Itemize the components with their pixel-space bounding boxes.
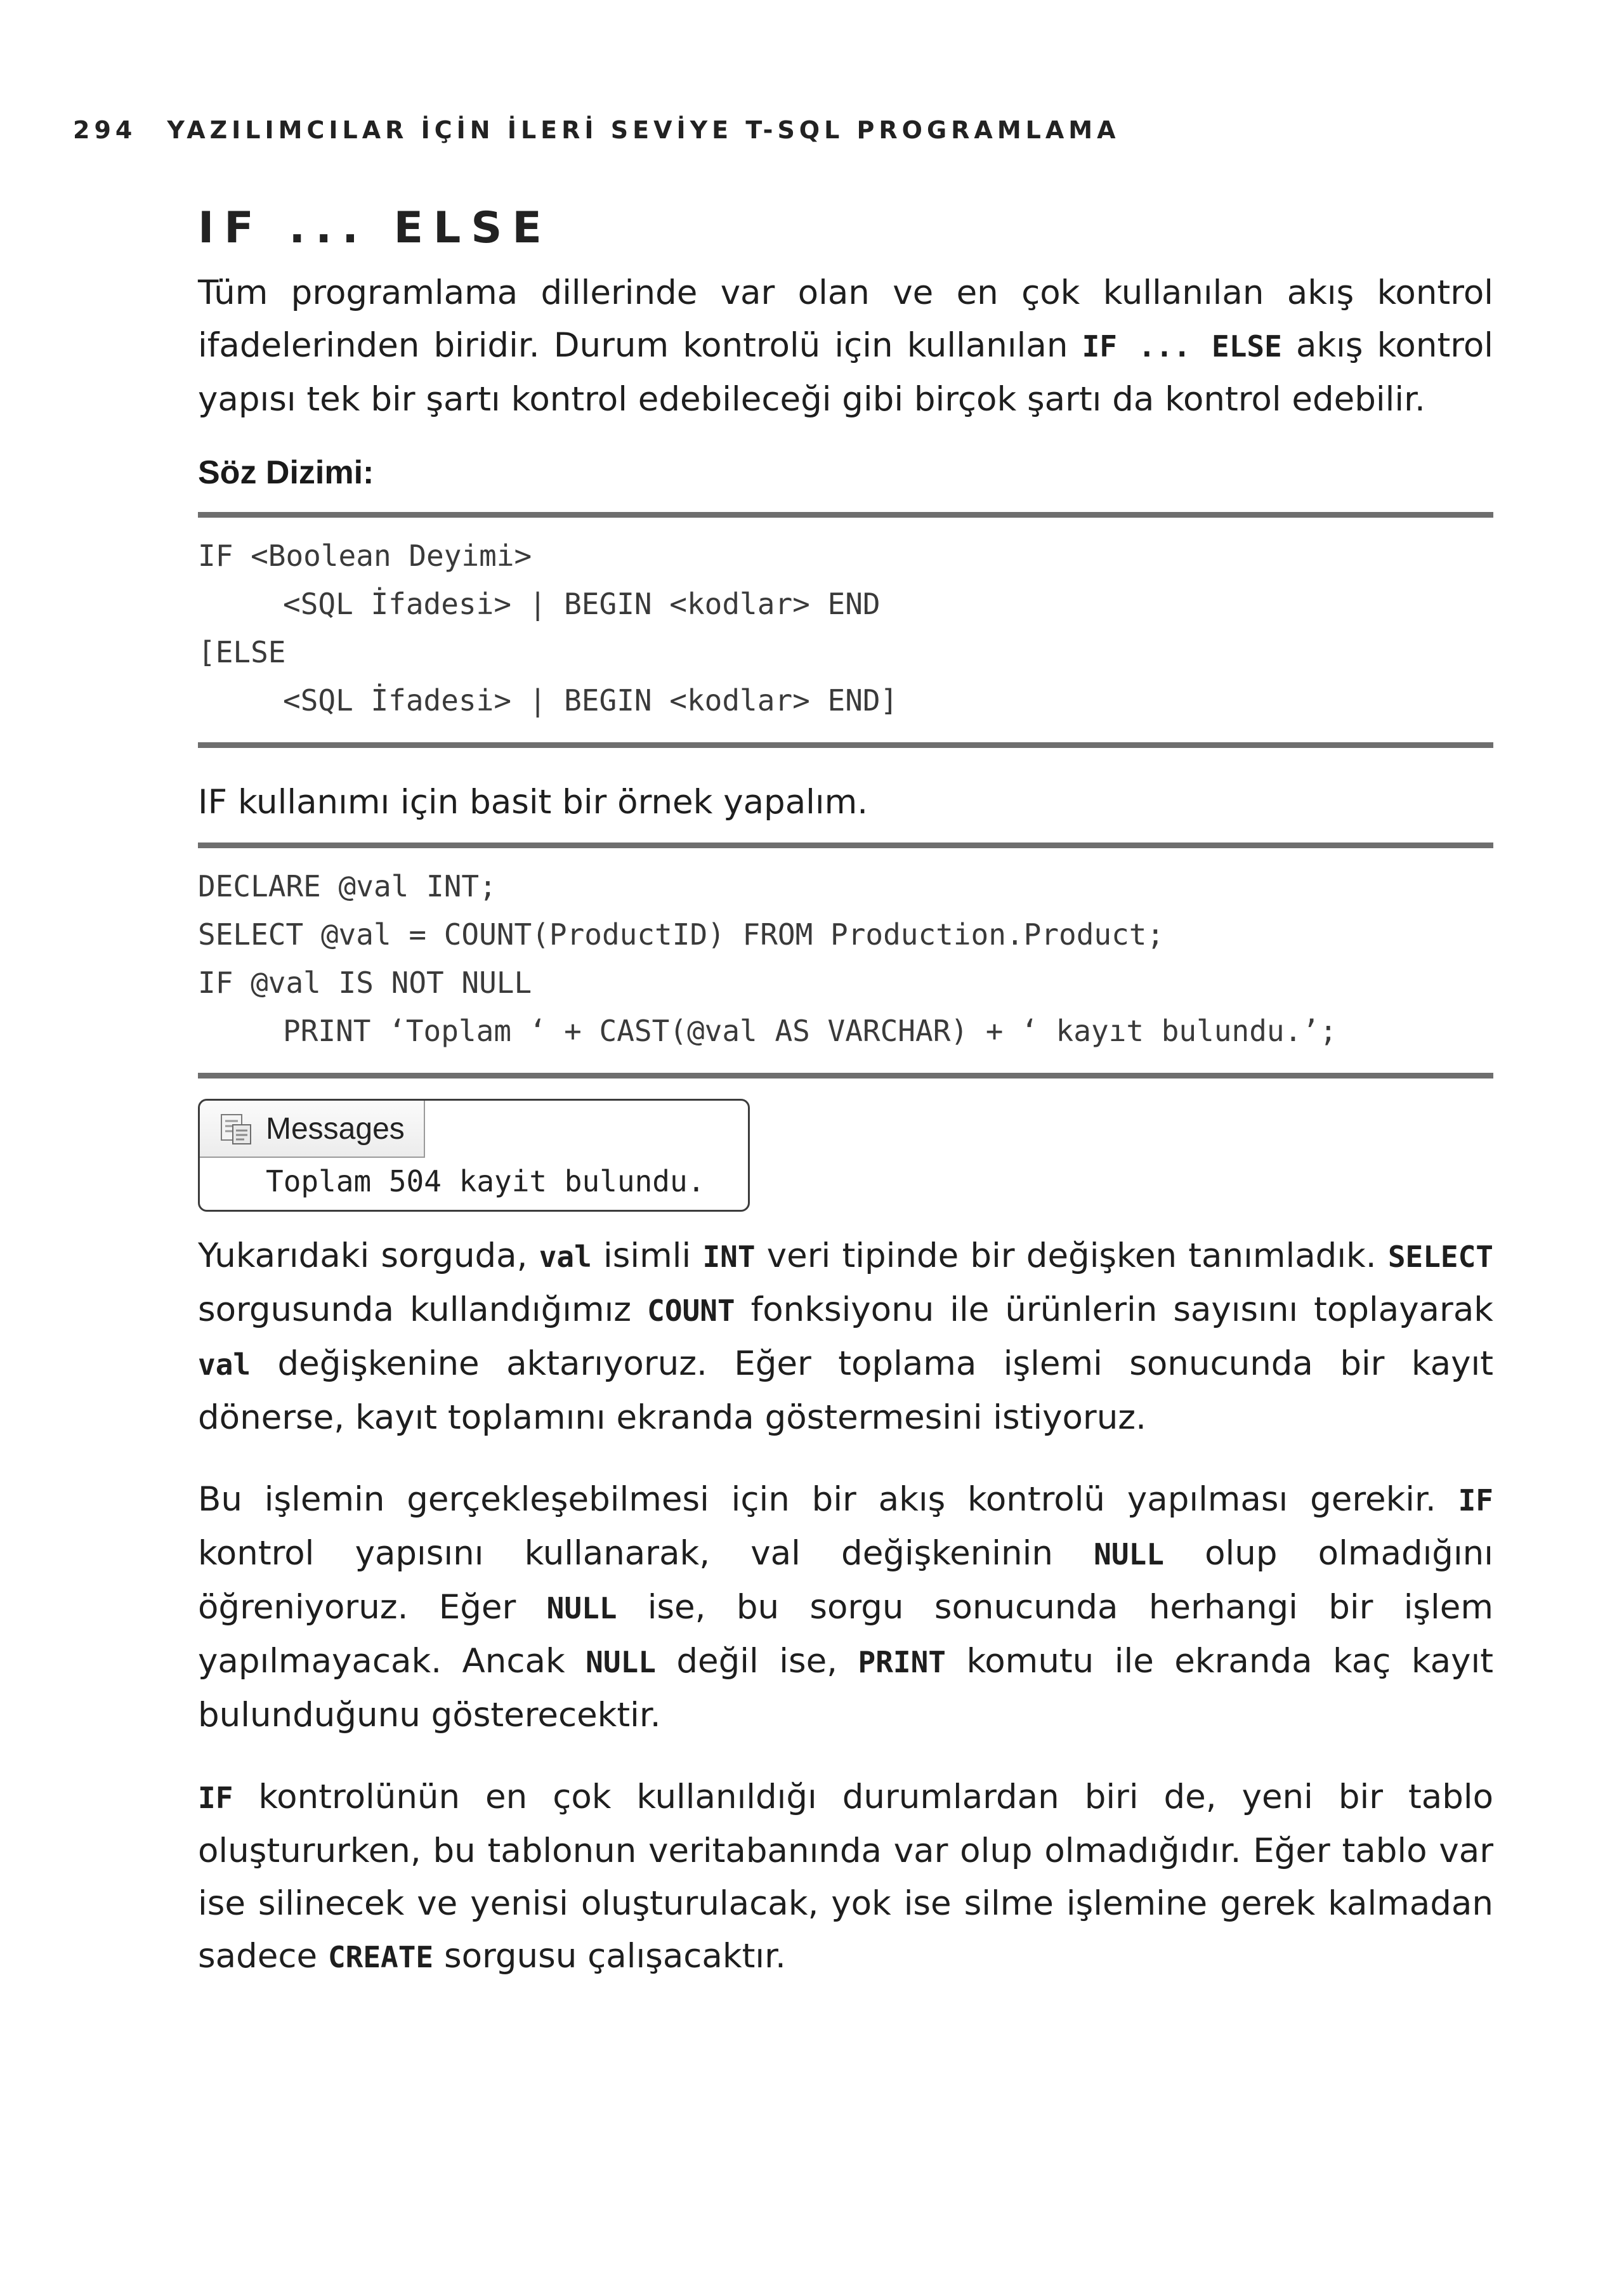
inline-code: val bbox=[198, 1347, 251, 1382]
page-number: 294 bbox=[73, 116, 137, 144]
inline-code: CREATE bbox=[327, 1940, 434, 1974]
para-text: fonksiyonu ile ürünlerin sayısını toplayarak bbox=[735, 1290, 1493, 1329]
para-text: sorgusu çalışacaktır. bbox=[433, 1937, 786, 1976]
para-text: sorgusunda kullandığımız bbox=[198, 1290, 648, 1329]
page-content bbox=[198, 203, 1493, 1984]
para-text: değil ise, bbox=[655, 1642, 858, 1681]
code-line: DECLARE @val INT; bbox=[198, 869, 497, 903]
code-line: SELECT @val = COUNT(ProductID) FROM Production.Product; bbox=[198, 917, 1165, 952]
para-text: komutu ile ekranda kaç kayıt bulunduğunu gösterecektir. bbox=[198, 1642, 1493, 1734]
messages-tab[interactable] bbox=[200, 1101, 425, 1158]
intro-text-a: Tüm programlama dillerinde var olan ve en çok kullanılan akış kontrol ifadelerinden biridir. Durum kontrolü için kullanılan bbox=[198, 273, 1493, 365]
inline-code: PRINT bbox=[858, 1645, 946, 1679]
running-header bbox=[73, 116, 1120, 144]
syntax-line: [ELSE bbox=[198, 635, 286, 669]
para-text: kontrol yapısını kullanarak, val değişkeninin bbox=[198, 1534, 1094, 1573]
explanation-paragraph-1 bbox=[198, 1229, 1493, 1444]
section-title: IF ... ELSE bbox=[198, 203, 552, 253]
explanation-paragraph-2 bbox=[198, 1473, 1493, 1741]
code-line: IF @val IS NOT NULL bbox=[198, 966, 532, 1000]
inline-code: NULL bbox=[586, 1645, 656, 1679]
inline-code: IF bbox=[198, 1781, 233, 1815]
inline-code: val bbox=[539, 1240, 592, 1274]
syntax-line: IF <Boolean Deyimi> bbox=[198, 539, 532, 573]
intro-code-if-else: IF ... ELSE bbox=[1082, 329, 1282, 364]
syntax-label: Söz Dizimi: bbox=[198, 454, 374, 491]
example-code-block bbox=[198, 842, 1493, 1078]
messages-tab-label: Messages bbox=[266, 1111, 405, 1146]
code-line: PRINT ‘Toplam ‘ + CAST(@val AS VARCHAR) + ‘ kayıt bulundu.’; bbox=[283, 1014, 1337, 1048]
running-title: YAZILIMCILAR İÇİN İLERİ SEVİYE T-SQL PROGRAMLAMA bbox=[167, 116, 1120, 144]
messages-output-panel bbox=[198, 1099, 750, 1212]
para-text: Bu işlemin gerçekleşebilmesi için bir akış kontrolü yapılması gerekir. bbox=[198, 1480, 1458, 1519]
para-text: isimli bbox=[591, 1236, 703, 1275]
intro-paragraph bbox=[198, 266, 1493, 426]
inline-code: SELECT bbox=[1387, 1240, 1493, 1274]
example-intro: IF kullanımı için basit bir örnek yapalım. bbox=[198, 783, 868, 822]
inline-code: INT bbox=[702, 1240, 756, 1274]
para-text: Yukarıdaki sorguda, bbox=[198, 1236, 539, 1275]
para-text: veri tipinde bir değişken tanımladık. bbox=[755, 1236, 1388, 1275]
explanation-paragraph-3 bbox=[198, 1771, 1493, 1984]
para-text: ise, bu sorgu sonucunda herhangi bir işlem yapılmayacak. Ancak bbox=[198, 1588, 1493, 1681]
para-text: kontrolünün en çok kullanıldığı durumlardan biri de, yeni bir tablo oluştururken, bu tablonun veritabanında var olup olmadığıdır. Eğer tablo var ise silinecek ve yenisi oluşturulacak, yok ise silme işlemine gerek kalmadan sadece bbox=[198, 1778, 1493, 1976]
inline-code: NULL bbox=[546, 1591, 617, 1625]
messages-output-text: Toplam 504 kayit bulundu. bbox=[266, 1164, 705, 1198]
para-text: olup olmadığını öğreniyoruz. Eğer bbox=[198, 1534, 1493, 1627]
inline-code: NULL bbox=[1094, 1537, 1164, 1571]
syntax-line: <SQL İfadesi> | BEGIN <kodlar> END] bbox=[283, 683, 898, 718]
para-text: değişkenine aktarıyoruz. Eğer toplama işlemi sonucunda bir kayıt dönerse, kayıt toplamını ekranda göstermesini istiyoruz. bbox=[198, 1344, 1493, 1437]
syntax-line: <SQL İfadesi> | BEGIN <kodlar> END bbox=[283, 587, 881, 621]
messages-icon bbox=[219, 1111, 254, 1146]
inline-code: COUNT bbox=[647, 1294, 735, 1328]
intro-text-b: akış kontrol yapısı tek bir şartı kontrol edebileceği gibi birçok şartı da kontrol edebilir. bbox=[198, 326, 1493, 419]
inline-code: IF bbox=[1458, 1483, 1493, 1518]
syntax-code-block bbox=[198, 512, 1493, 748]
